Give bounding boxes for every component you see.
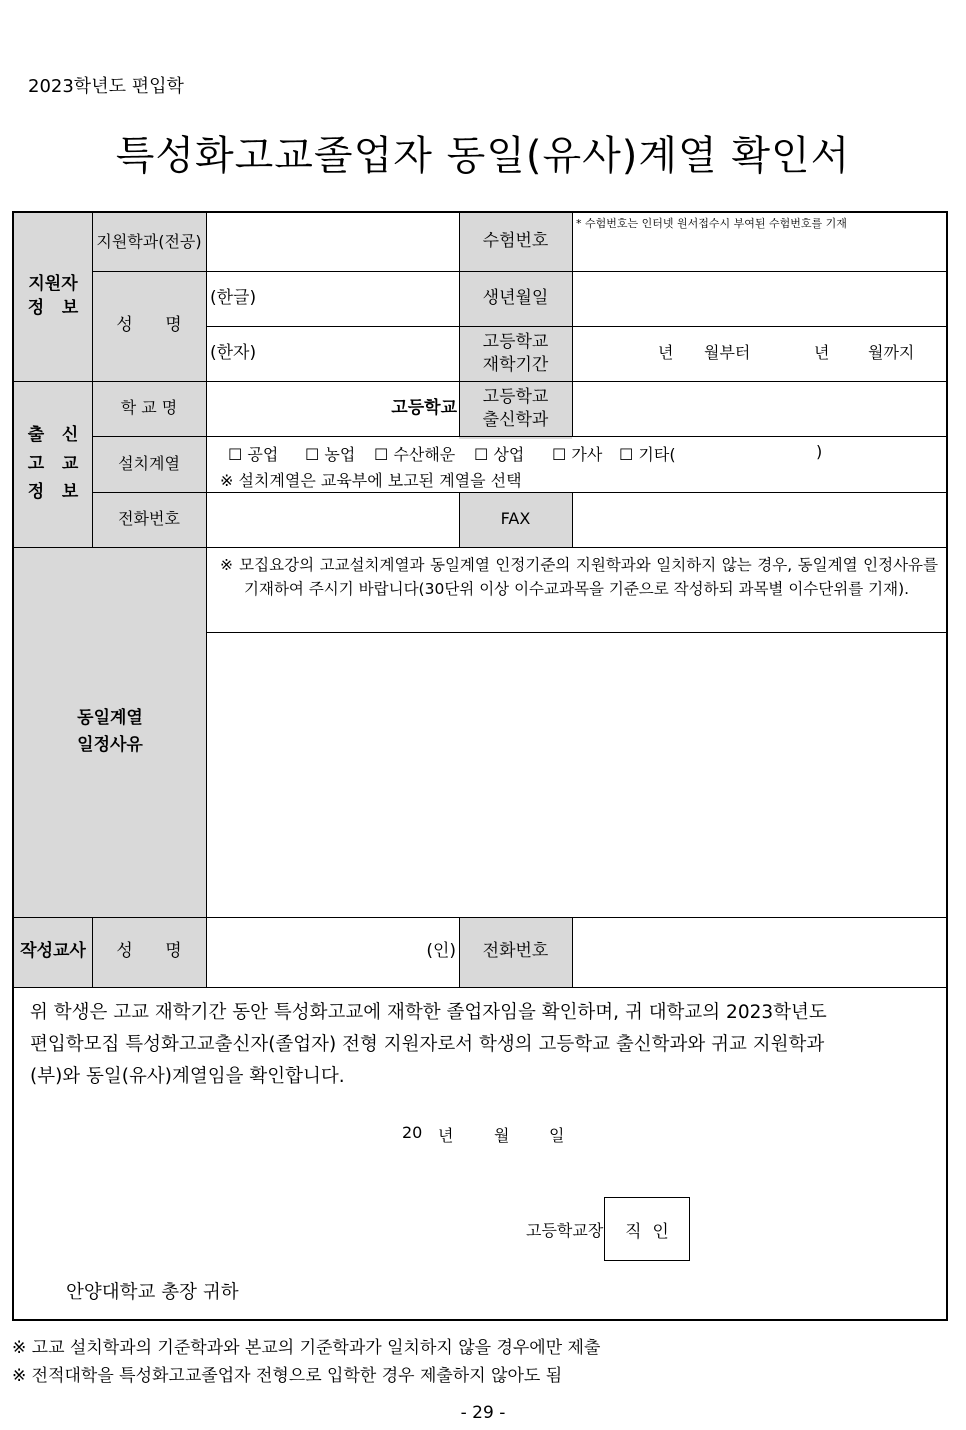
name-hanja-field[interactable]: (한자): [210, 342, 257, 363]
school-phone-label: 전화번호: [118, 509, 180, 529]
period-year-from: 년: [658, 343, 674, 363]
fax-label: FAX: [500, 509, 531, 529]
recipient: 안양대학교 총장 귀하: [66, 1282, 239, 1303]
school-type-label: 설치계열: [118, 453, 180, 473]
principal-label: 고등학교장: [526, 1221, 604, 1240]
footer-note-2: ※ 전적대학을 특성화고교졸업자 전형으로 입학한 경우 제출하지 않아도 됨: [12, 1366, 563, 1386]
type-option-industry[interactable]: ☐ 공업: [228, 445, 279, 464]
enrollment-period-field[interactable]: [572, 326, 948, 381]
exam-number-note: * 수험번호는 인터넷 원서접수시 부여된 수험번호를 기재: [576, 217, 847, 231]
dept-label: 지원학과(전공): [96, 231, 202, 251]
school-phone-input[interactable]: [206, 492, 459, 547]
school-section-label: 출 신 고 교 정 보: [27, 424, 79, 503]
period-month-to: 월까지: [868, 343, 915, 363]
statement-line-3: (부)와 동일(유사)계열임을 확인합니다.: [30, 1066, 345, 1087]
date-century: 20: [402, 1123, 423, 1142]
birthdate-label: 생년월일: [482, 287, 549, 308]
type-option-other-close: ): [816, 442, 823, 461]
school-name-label: 학 교 명: [120, 398, 178, 418]
type-option-home-economics[interactable]: ☐ 가사: [552, 445, 603, 464]
reason-label: 동일계열 일정사유: [77, 707, 143, 755]
school-name-field[interactable]: [206, 381, 459, 436]
reason-instruction: ※ 모집요강의 고교설치계열과 동일계열 인정기준의 지원학과와 일치하지 않는 경우, 동일계열 인정사유를 기재하여 주시기 바랍니다(30단위 이상 이수교과목을 기준으로 작성하되 과목별 이수단위를 기재).: [220, 556, 938, 598]
applicant-section-label: 지원자 정 보: [27, 274, 79, 318]
official-seal-box: [604, 1197, 690, 1261]
document-title: 특성화고교졸업자 동일(유사)계열 확인서: [115, 133, 851, 179]
exam-number-input[interactable]: [572, 233, 948, 271]
school-dept-label: 고등학교 출신학과: [482, 386, 549, 430]
name-label: 성 명: [116, 315, 182, 336]
period-year-to: 년: [814, 343, 830, 363]
dept-input[interactable]: [206, 213, 459, 271]
date-year-label: 년: [438, 1126, 454, 1145]
exam-number-label: 수험번호: [482, 231, 549, 252]
date-day-label: 일: [549, 1126, 565, 1145]
type-option-agriculture[interactable]: ☐ 농업: [305, 445, 356, 464]
year-label: 2023학년도 편입학: [28, 76, 184, 97]
enrollment-period-label: 고등학교 재학기간: [482, 331, 549, 375]
teacher-name-label: 성 명: [116, 941, 182, 962]
teacher-phone-label: 전화번호: [482, 941, 549, 962]
confirmation-form: [12, 211, 948, 1321]
type-option-commerce[interactable]: ☐ 상업: [474, 445, 525, 464]
teacher-phone-input[interactable]: [572, 917, 948, 987]
name-korean-field[interactable]: (한글): [210, 287, 257, 308]
reason-input-area[interactable]: [207, 633, 948, 917]
school-dept-input[interactable]: [572, 381, 948, 436]
teacher-label: 작성교사: [20, 941, 86, 962]
confirmation-statement: [30, 997, 940, 1093]
date-month-label: 월: [494, 1126, 510, 1145]
statement-line-2: 편입학모집 특성화고교출신자(졸업자) 전형 지원자로서 학생의 고등학교 출신학과와 귀교 지원학과: [30, 1034, 825, 1055]
page-number: - 29 -: [460, 1403, 506, 1423]
school-type-note: ※ 설치계열은 교육부에 보고된 계열을 선택: [220, 471, 522, 490]
school-type-field: [206, 436, 948, 492]
teacher-seal: (인): [426, 941, 456, 962]
statement-line-1: 위 학생은 고교 재학기간 동안 특성화고교에 재학한 졸업자임을 확인하며, 귀 대학교의 2023학년도: [30, 1002, 827, 1023]
date-line: [14, 1123, 948, 1149]
fax-input[interactable]: [572, 492, 948, 547]
period-month-from: 월부터: [704, 343, 751, 363]
teacher-name-field[interactable]: [206, 917, 459, 987]
type-option-fisheries[interactable]: ☐ 수산해운: [374, 445, 456, 464]
birthdate-input[interactable]: [572, 271, 948, 326]
school-suffix: 고등학교: [391, 397, 457, 418]
footer-note-1: ※ 고교 설치학과의 기준학과와 본교의 기준학과가 일치하지 않을 경우에만 제출: [12, 1338, 601, 1358]
type-option-other[interactable]: ☐ 기타(: [619, 445, 676, 464]
official-seal-label: 직 인: [625, 1221, 669, 1242]
